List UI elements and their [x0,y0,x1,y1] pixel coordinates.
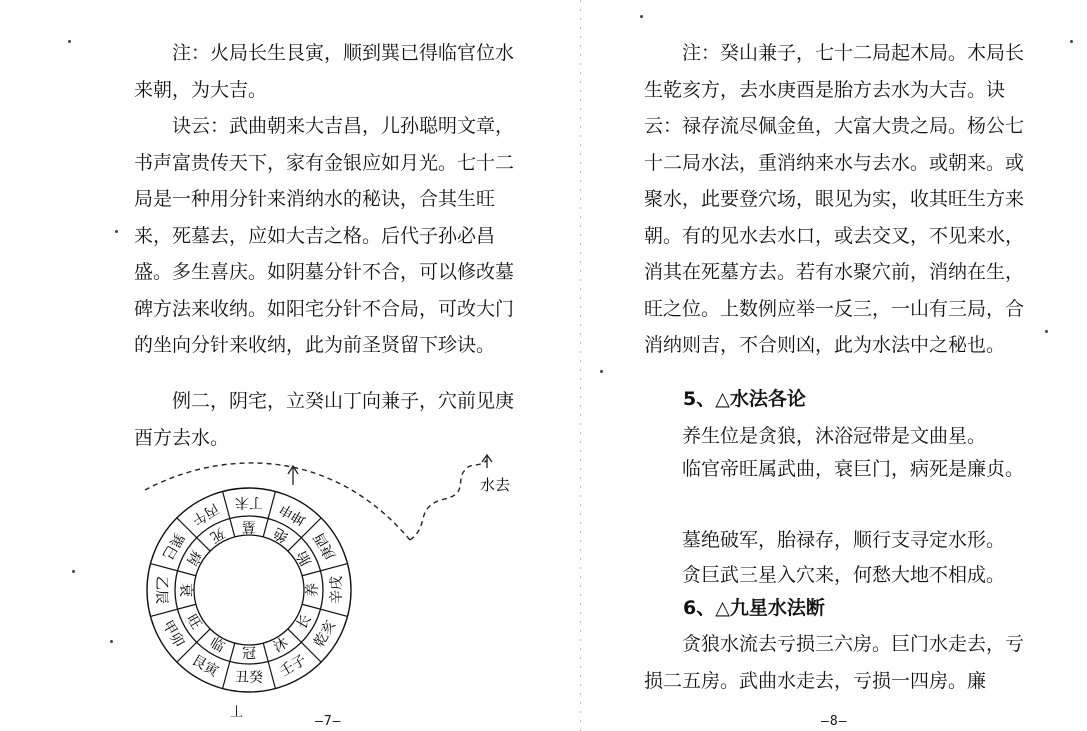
inner-ring-label: 衰 [177,583,193,597]
ring-divider [223,643,235,688]
inner-circle [194,535,304,645]
outer-ring-label: 艮寅 [188,652,222,681]
section-6-text: 贪狼水流去亏损三六房。巨门水走去，亏损二五房。武曲水走去，亏损一四房。廉 [644,633,1025,692]
inner-ring-label: 墓 [242,518,256,534]
outer-ring-label: 壬子 [276,652,310,681]
ring-divider [223,491,235,536]
section-5-line: 贪巨武三星入穴来，何愁大地不相成。 [682,564,1006,586]
section-5-line: 墓绝破军，胎禄存，顺行支寻定水形。 [682,529,1006,551]
inner-ring-label: 长 [293,611,315,633]
water-flow-path [410,460,487,540]
ring-divider [263,491,275,536]
compass-diagram [0,440,545,730]
section-5-heading: 5、△水法各论 [683,388,806,410]
scan-speck [72,570,75,573]
inner-ring-label: 沐 [270,634,292,656]
section-5-line: 养生位是贪狼，沐浴冠带是文曲星。 [682,425,987,447]
outer-ring-label: 丑癸 [235,670,263,686]
inner-ring-label: 病 [183,547,205,569]
inner-ring-label: 死 [206,524,228,546]
inner-ring-label: 临 [206,634,228,656]
outer-ring-label: 坤申 [276,499,310,528]
inner-ring-label: 养 [305,583,321,597]
ring-divider [150,604,195,616]
ring-divider [302,604,347,616]
ring-divider [263,643,275,688]
scan-speck [110,640,113,643]
section-5-line: 临官帝旺属武曲，衰巨门，病死是廉贞。 [682,458,1025,480]
scan-speck [1070,40,1073,43]
scan-speck [115,230,118,233]
outer-ring-label: 丁未 [235,494,263,510]
scan-speck [640,15,643,18]
inner-ring-label: 冠 [242,646,256,662]
bottom-mark: 丄 [230,705,244,720]
right-page [545,0,1087,731]
inner-ring-label: 胎 [293,547,315,569]
page-number-right: —8— [821,714,848,729]
water-label: 水去 [480,476,511,494]
section-6-heading: 6、△九星水法断 [683,597,825,619]
note-paragraph: 注：火局长生艮寅，顺到巽已得临官位水来朝，为大吉。 [134,42,515,101]
example-paragraph: 例二，阴宅，立癸山丁向兼子，穴前见庚酉方去水。 [134,390,515,449]
outer-ring-label: 乾亥 [311,617,340,651]
outer-ring-label: 甲卯 [158,617,187,651]
outer-ring-label: 庚酉 [311,529,340,563]
outer-ring-label: 丙午 [188,499,222,528]
outer-ring-label: 辛戌 [329,576,345,604]
page-number-left: —7— [315,714,342,729]
note-paragraph-right: 注：癸山兼子，七十二局起木局。木局长生乾亥方，去水庚酉是胎方去水为大吉。诀云：禄存流尽佩金鱼，大富大贵之局。杨公七十二局水法，重消纳来水与去水。或朝来。或聚水，此要登穴场，眼见为实，收其旺生方来朝。有的见水去水口，或去交叉，不见来水，消其在死墓方去。若有水聚穴前，消纳在生，旺之位。上数例应举一反三，一山有三局，合消纳则吉，不合则凶，此为水法中之秘也。 [644,42,1025,356]
ring-divider [150,564,195,576]
scan-speck [1045,330,1048,333]
inner-ring-label: 旺 [183,611,205,633]
ring-divider [302,564,347,576]
scan-speck [600,370,603,373]
verse-paragraph: 诀云：武曲朝来大吉昌，儿孙聪明文章，书声富贵传天下，家有金银应如月光。七十二局是一种用分针来消纳水的秘诀，合其生旺来，死墓去，应如大吉之格。后代子孙必昌盛。多生喜庆。如阴墓分针不合，可以修改墓碑方法来收纳。如阳宅分针不合局，可改大门的坐向分针来收纳，此为前圣贤留下珍诀。 [134,115,515,356]
inner-ring-label: 绝 [270,524,292,546]
outer-ring-label: 巽巳 [158,529,187,563]
scan-speck [68,40,71,43]
outer-ring-label: 乙辰 [153,576,169,604]
